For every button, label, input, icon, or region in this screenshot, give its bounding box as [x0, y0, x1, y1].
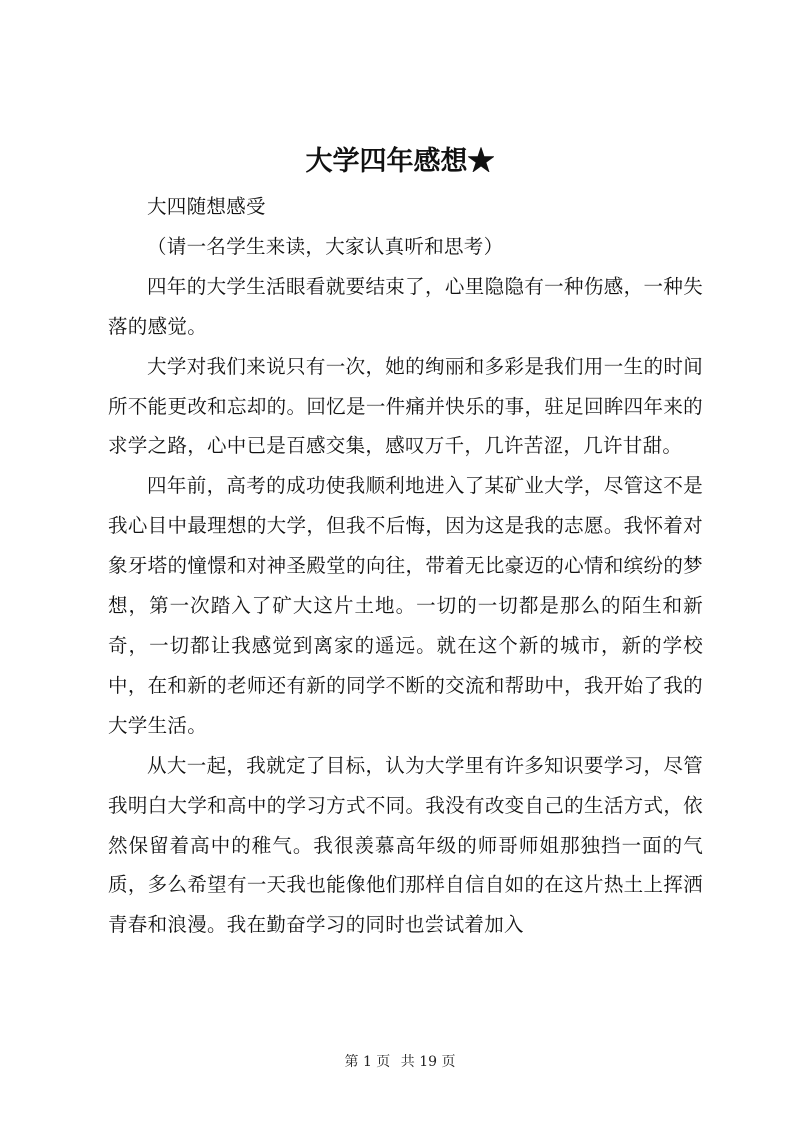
paragraph: （请一名学生来读，大家认真听和思考） [147, 234, 504, 258]
paragraph: 四年的大学生活眼看就要结束了，心里隐隐有一种伤感，一种失落的感觉。 [108, 274, 703, 338]
paragraph: 大学对我们来说只有一次，她的绚丽和多彩是我们用一生的时间所不能更改和忘却的。回忆是一件痛并快乐的事，驻足回眸四年来的求学之路，心中已是百感交集，感叹万千，几许苦涩，几许甘甜。 [108, 354, 703, 458]
page-number: 第 1 页 [344, 1054, 391, 1070]
document-body [108, 187, 703, 945]
document-title: 大学四年感想★ [305, 146, 495, 177]
paragraph: 四年前，高考的成功使我顺利地进入了某矿业大学，尽管这不是我心目中最理想的大学，但我不后悔，因为这是我的志愿。我怀着对象牙塔的憧憬和对神圣殿堂的向往，带着无比豪迈的心情和缤纷的梦想，第一次踏入了矿大这片土地。一切的一切都是那么的陌生和新奇，一切都让我感觉到离家的遥远。就在这个新的城市，新的学校中，在和新的老师还有新的同学不断的交流和帮助中，我开始了我的大学生活。 [108, 474, 703, 737]
paragraph: 从大一起，我就定了目标，认为大学里有许多知识要学习，尽管我明白大学和高中的学习方式不同。我没有改变自己的生活方式，依然保留着高中的稚气。我很羡慕高年级的师哥师姐那独挡一面的气质，多么希望有一天我也能像他们那样自信自如的在这片热土上挥洒青春和浪漫。我在勤奋学习的同时也尝试着加入 [108, 753, 703, 937]
page-total: 共 19 页 [400, 1054, 456, 1070]
paragraph: 大四随想感受 [147, 195, 266, 218]
page-footer [0, 1052, 800, 1072]
